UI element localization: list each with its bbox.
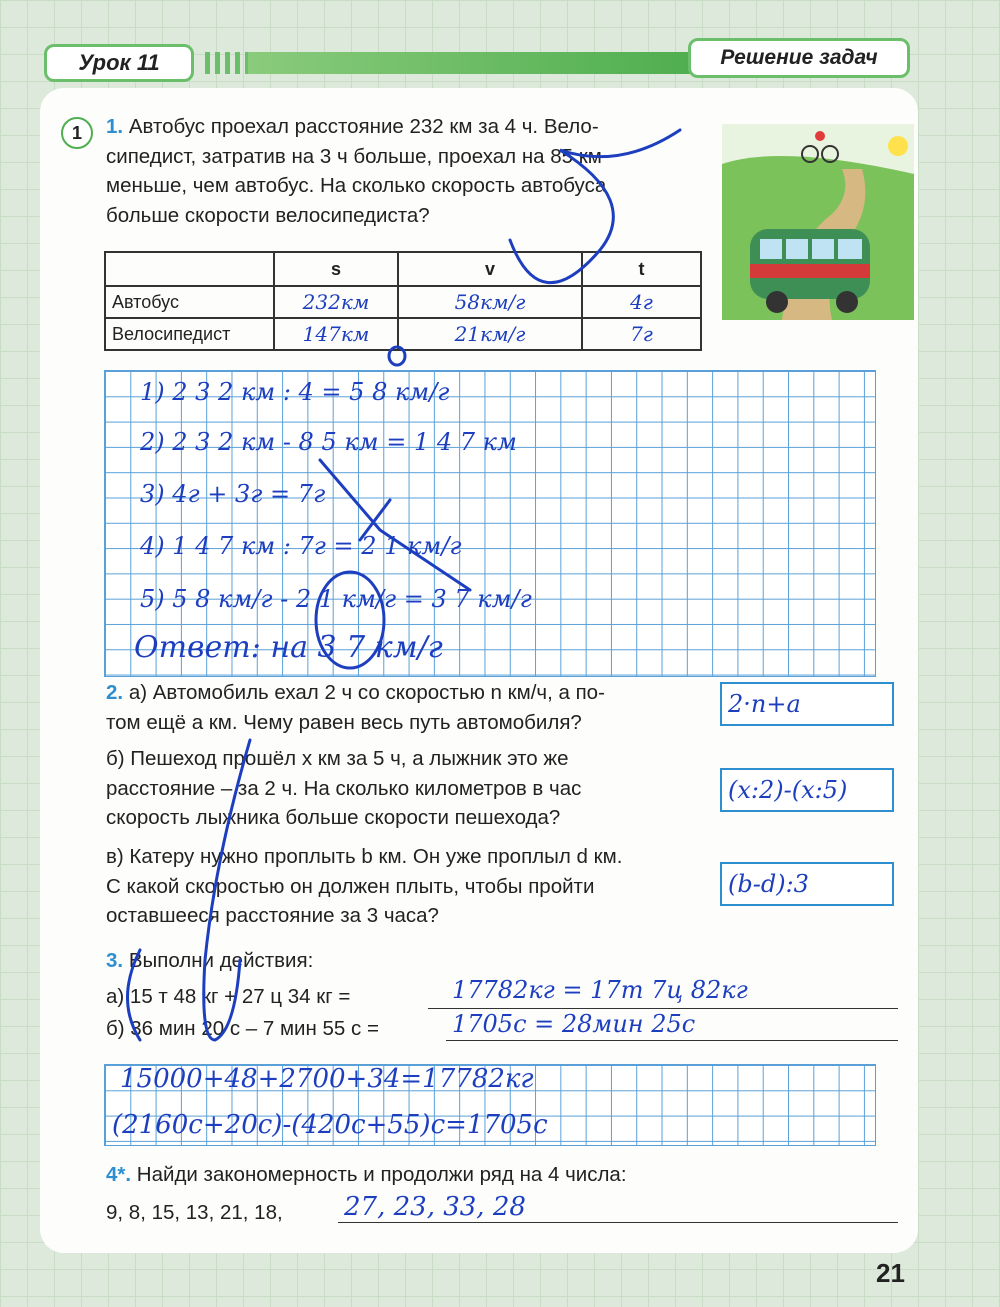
table-row-label: Велосипедист bbox=[105, 318, 274, 350]
topic-label: Решение задач bbox=[688, 38, 910, 78]
task3a-line bbox=[428, 1008, 898, 1009]
work-line: (2160с+20с)-(420с+55)с=1705с bbox=[112, 1110, 548, 1140]
task1-number: 1. bbox=[106, 115, 124, 138]
bus-illustration bbox=[722, 124, 914, 320]
task1-text: 1. Автобус проехал расстояние 232 км за 4 ч. Вело- сипедист, затратив на 3 ч больше, проехал на 85 км меньше, чем автобус. На сколько скорость автобуса больше скорости велосипедиста? bbox=[106, 115, 607, 227]
answer-box-c[interactable]: (b-d):3 bbox=[720, 862, 894, 906]
solution-line: 4) 1 4 7 км : 7г = 2 1 км/г bbox=[140, 532, 462, 560]
solution-line: 3) 4г + 3г = 7г bbox=[140, 480, 326, 508]
task3b-line bbox=[446, 1040, 898, 1041]
task3b-answer: 1705с = 28мин 25с bbox=[452, 1010, 696, 1038]
lesson-label: Урок 11 bbox=[44, 44, 194, 82]
task4-text: 4*. Найди закономерность и продолжи ряд на 4 числа: bbox=[106, 1163, 627, 1186]
task-marker: 1 bbox=[61, 117, 93, 149]
header-stripes bbox=[205, 52, 250, 74]
work-line: 15000+48+2700+34=17782кг bbox=[120, 1064, 534, 1094]
solution-line: 2) 2 3 2 км - 8 5 км = 1 4 7 км bbox=[140, 428, 517, 456]
answer-box-b[interactable]: (x:2)-(x:5) bbox=[720, 768, 894, 812]
task4-line bbox=[338, 1222, 898, 1223]
answer-line: Ответ: на 3 7 км/г bbox=[134, 630, 443, 665]
task2a-text: 2. а) Автомобиль ехал 2 ч со скоростью n км/ч, а по- том ещё a км. Чему равен весь путь автомобиля? bbox=[106, 681, 605, 734]
answer-box-a[interactable]: 2·n+a bbox=[720, 682, 894, 726]
task2b-text: б) Пешеход прошёл x км за 5 ч, а лыжник это же расстояние – за 2 ч. На сколько километров в час скорость лыжника больше скорости пешехода? bbox=[106, 747, 582, 829]
task3a-answer: 17782кг = 17т 7ц 82кг bbox=[452, 976, 748, 1004]
page-number: 21 bbox=[876, 1258, 905, 1288]
solution-line: 5) 5 8 км/г - 2 1 км/г = 3 7 км/г bbox=[140, 585, 532, 613]
task3-title: 3. Выполни действия: bbox=[106, 949, 314, 972]
sun-icon bbox=[888, 136, 908, 156]
solution-line: 1) 2 3 2 км : 4 = 5 8 км/г bbox=[140, 378, 450, 406]
task3a-text: а) 15 т 48 кг + 27 ц 34 кг = bbox=[106, 985, 351, 1008]
task4-series: 9, 8, 15, 13, 21, 18, bbox=[106, 1201, 283, 1224]
data-table: s v t Автобус 232км 58км/г 4г Велосипедист 147км 21км/г 7г bbox=[104, 251, 702, 351]
task3b-text: б) 36 мин 20 с – 7 мин 55 с = bbox=[106, 1017, 379, 1040]
header-bar bbox=[248, 52, 693, 74]
table-row-label: Автобус bbox=[105, 286, 274, 318]
task2c-text: в) Катеру нужно проплыть b км. Он уже проплыл d км. С какой скоростью он должен плыть, чтобы пройти оставшееся расстояние за 3 часа? bbox=[106, 845, 623, 927]
task4-answer: 27, 23, 33, 28 bbox=[344, 1192, 526, 1222]
